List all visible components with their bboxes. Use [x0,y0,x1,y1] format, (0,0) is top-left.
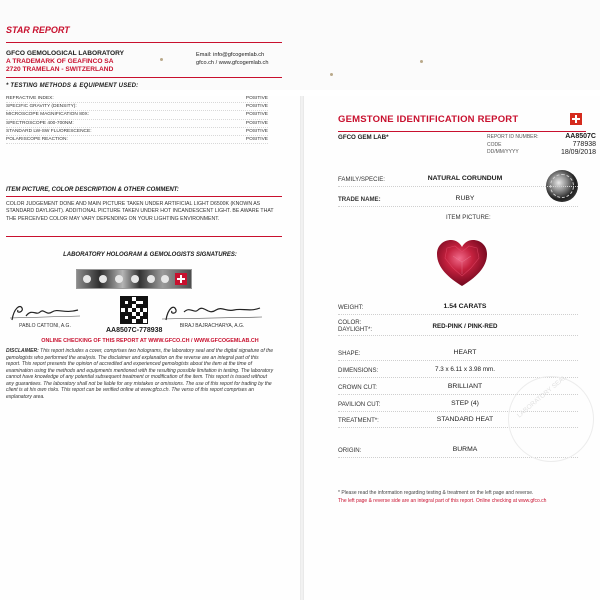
report-meta-values [540,133,596,157]
dimensions-label: DIMENSIONS: [338,367,379,374]
crown-cut-label: CROWN CUT: [338,384,377,391]
lab-website: gfco.ch / www.gfcogemlab.ch [196,60,269,66]
hologram-dot [161,275,169,283]
red-divider [6,77,282,78]
crown-cut-value: BRILLIANT [447,383,483,390]
test-result: POSITIVE [245,120,268,126]
report-code: AA8507C-778938 [106,327,163,334]
red-divider [6,236,282,237]
testing-row [6,136,268,144]
test-label: MICROSCOPE MAGNIFICATION 80X: [6,112,90,118]
daylight-label: DAYLIGHT*: [338,326,373,333]
test-result: POSITIVE [245,112,268,118]
lab-name: GFCO GEMOLOGICAL LABORATORY [6,50,125,57]
star-report-title: STAR REPORT [6,25,70,35]
red-divider [338,131,586,132]
online-check-link[interactable]: ONLINE CHECKING OF THIS REPORT AT WWW.GFCO.CH / WWW.GFCOGEMLAB.CH [41,338,259,344]
hologram-dot [115,275,123,283]
report-id-value: AA8507C [565,133,596,140]
pavilion-cut-value: STEP (4) [451,400,479,407]
hologram-dot [83,275,91,283]
disclaimer-text: This report includes a cover, comprises two holograms, the laboratory seal and the digital signature of the gemologists who performed the analysis. The disclaimer and explanation on the reverse are an integral part of this report. This report presents the opinion of accredited and experienced gemologists about the item at the time of examination using the methods and equipments mentioned with the resulting possible limitation in testing. The laboratory cannot have knowledge of any potential subsequent treatment or modification of the item. This report is issued without any guarantees. The laboratory shall not be liable for any mistakes or omissions. The use of this report for trading by the client is at his own risks. This report can be verified online at www.gfco.ch. The verso of this report comprises an explanatory area. [6,348,274,400]
paper-speck [160,58,163,61]
report-meta-labels [487,134,539,157]
item-picture-label: ITEM PICTURE: [446,214,491,221]
trade-name-label: TRADE NAME: [338,196,381,203]
dimensions-value: 7.3 x 6.11 x 3.98 mm. [434,366,496,373]
shape-label: SHAPE: [338,350,361,357]
item-picture-comment: COLOR JUDGEMENT DONE AND MAIN PICTURE TAKEN UNDER ARTIFICIAL LIGHT D6500K (KNOWN AS STANDARD DAYLIGHT). ADDITIONAL PICTURE TAKEN UNDER HOT INCANDESCENT LIGHT. BE AWARE THAT THE PERCEIVED COLOR MAY VARY DEPENDING ON YOUR LIGHTING ENVIRONMENT. [6,201,274,222]
testing-methods-title: * TESTING METHODS & EQUIPMENT USED: [6,83,139,89]
testing-row [6,111,268,119]
code-label: CODE [487,141,502,148]
color-label: COLOR: [338,319,362,326]
footnote [338,490,598,505]
hologram-dot [131,275,139,283]
gemologist-name-left: PABLO CATTONI, A.G. [19,323,71,329]
test-label: SPECIFIC GRAVITY (DENSITY): [6,104,77,110]
hologram-dot [147,275,155,283]
field-separator [338,360,578,361]
red-divider [6,196,282,197]
color-value: RED-PINK / PINK-RED [432,323,498,330]
laboratory-hologram [76,269,192,289]
trade-name-value: RUBY [455,195,475,202]
signature-block-right [160,302,264,329]
testing-row [6,120,268,128]
test-result: POSITIVE [245,137,268,143]
hologram-dot [99,275,107,283]
date-value: 18/09/2018 [560,148,596,156]
treatment-value: STANDARD HEAT [436,416,494,423]
lab-trademark: A TRADEMARK OF GEAFINCO SA [6,58,114,65]
treatment-label: TREATMENT*: [338,417,379,424]
shape-value: HEART [453,349,477,356]
field-separator [338,314,578,315]
origin-value: BURMA [452,446,478,453]
footnote-line-1: * Please read the information regarding testing & treatment on the left page and reverse. [338,490,534,496]
gemologist-name-right: BIRAJ BAJRACHARYA, A.G. [179,323,245,329]
test-label: SPECTROSCOPE 400-700NM: [6,120,74,126]
signature-bajracharya [160,302,264,322]
test-result: POSITIVE [245,104,268,110]
origin-label: ORIGIN: [338,447,362,454]
ruby-picture [435,238,489,293]
swiss-flag-icon [570,113,582,125]
lab-contact [196,51,268,67]
signature-block-left [8,302,82,329]
test-label: REFRACTIVE INDEX: [6,96,54,101]
family-label: FAMILY/SPECIE: [338,176,385,183]
heart-ruby-image [435,238,489,288]
date-label: DD/MM/YYYY [487,149,519,155]
field-separator [338,206,578,207]
item-picture-title: ITEM PICTURE, COLOR DESCRIPTION & OTHER COMMENT: [6,187,179,193]
qr-code[interactable] [120,296,148,324]
gemstone-report-title: GEMSTONE IDENTIFICATION REPORT [338,114,519,125]
testing-row [6,128,268,136]
test-label: POLARISCOPE REACTION: [6,137,68,143]
test-result: POSITIVE [245,96,268,101]
disclaimer-label: DISCLAIMER: [6,348,39,354]
pavilion-cut-label: PAVILION CUT: [338,401,381,408]
disclaimer [6,348,274,400]
testing-methods-list [6,95,268,144]
seal-watermark-text: LABORATORY SEAL [516,374,569,420]
testing-row [6,95,268,103]
lab-address: 2720 TRAMELAN - SWITZERLAND [6,66,114,73]
lab-name-block [6,50,124,74]
weight-label: WEIGHT: [338,304,364,311]
code-value: 778938 [572,140,596,148]
paper-speck [420,60,423,63]
swiss-cross-icon [175,273,187,285]
lab-email: Email: info@gfcogemlab.ch [196,52,265,58]
family-value: NATURAL CORUNDUM [427,175,503,182]
gfco-gem-lab: GFCO GEM LAB* [338,134,389,141]
test-label: STANDARD LW-SW FLUORESCENCE: [6,128,92,134]
paper-speck [330,73,333,76]
report-id-label: REPORT ID NUMBER: [487,134,539,140]
weight-value: 1.54 CARATS [443,303,487,310]
red-divider [6,42,282,43]
signature-cattoni [8,302,82,322]
footnote-line-2: The left page & reverse side are an integral part of this report. Online checking at www.gfco.ch [338,497,547,504]
test-result: POSITIVE [245,128,268,134]
hologram-title: LABORATORY HOLOGRAM & GEMOLOGISTS SIGNATURES: [63,252,237,258]
testing-row [6,103,268,111]
field-separator [338,335,578,336]
field-separator [338,186,578,187]
